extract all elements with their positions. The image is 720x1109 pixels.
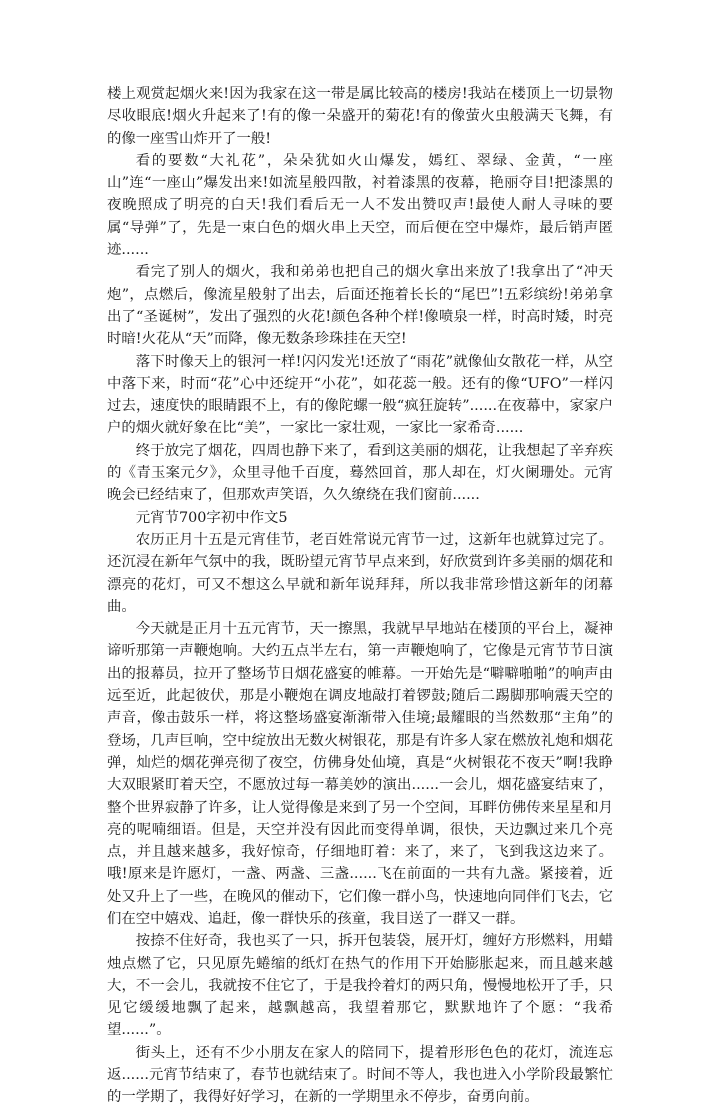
paragraph: 按捺不住好奇，我也买了一只，拆开包装袋，展开灯，缠好方形燃料，用蜡烛点燃了它，只见原先蜷缩的纸灯在热气的作用下开始膨胀起来，而且越来越大，不一会儿，我就按不住它了，于是我拎着灯的两只角，慢慢地松开了手，只见它缓缓地飘了起来，越飘越高，我望着那它，默默地许了个愿：“我希望......”。 — [107, 933, 613, 1039]
document-body — [107, 83, 613, 1109]
paragraph: 楼上观赏起烟火来!因为我家在这一带是属比较高的楼房!我站在楼顶上一切景物尽收眼底!烟火升起来了!有的像一朵盛开的菊花!有的像萤火虫般满天飞舞，有的像一座雪山炸开了一般! — [107, 86, 613, 147]
paragraph: 街头上，还有不少小朋友在家人的陪同下，提着形形色色的花灯，流连忘返......元宵节结束了，春节也就结束了。时间不等人，我也进入小学阶段最繁忙的一学期了，我得好好学习，在新的一学期里永不停步，奋勇向前。 — [107, 1044, 613, 1106]
article-heading: 元宵节700字初中作文5 — [135, 509, 288, 526]
paragraph: 看完了别人的烟火，我和弟弟也把自己的烟火拿出来放了!我拿出了“冲天炮”，点燃后，像流星般射了出去，后面还拖着长长的“尾巴”!五彩缤纷!弟弟拿出了“圣诞树”，发出了强烈的火花!颜色各种个样!像喷泉一样，时高时矮，时亮时暗!火花从“天”而降，像无数条珍珠挂在天空! — [107, 264, 613, 348]
paragraph: 今天就是正月十五元宵节，天一擦黑，我就早早地站在楼顶的平台上，凝神谛听那第一声鞭炮响。大约五点半左右，第一声鞭炮响了，它像是元宵节节日演出的报幕员，拉开了整场节日烟花盛宴的帷幕。一开始先是“噼噼啪啪”的响声由远至近，此起彼伏，那是小鞭炮在调皮地敲打着锣鼓;随后二踢脚那响震天空的声音，像击鼓乐一样，将这整场盛宴渐渐带入佳境;最耀眼的当然数那“主角”的登场，几声巨响，空中绽放出无数火树银花，那是有许多人家在燃放礼炮和烟花弹，灿烂的烟花弹亮彻了夜空，仿佛身处仙境，真是“火树银花不夜天”啊!我睁大双眼紧盯着天空，不愿放过每一幕美妙的演出......一会儿，烟花盛宴结束了，整个世界寂静了许多，让人觉得像是来到了另一个空间，耳畔仿佛传来星星和月亮的呢喃细语。但是，天空并没有因此而变得单调，很快，天边飘过来几个亮点，并且越来越多，我好惊奇，仔细地盯着：来了，来了，飞到我这边来了。哦!原来是许愿灯，一盏、两盏、三盏......飞在前面的一共有九盏。紧接着，近处又升上了一些，在晚风的催动下，它们像一群小鸟，快速地向同伴们飞去，它们在空中嬉戏、追赶，像一群快乐的孩童，我目送了一群又一群。 — [107, 621, 613, 927]
paragraph: 终于放完了烟花，四周也静下来了，看到这美丽的烟花，让我想起了辛弃疾的《青玉案元夕》，众里寻他千百度，蓦然回首，那人却在，灯火阑珊处。元宵晚会已经结束了，但那欢声笑语，久久缭绕在我们窗前...... — [107, 442, 613, 504]
paragraph: 看的要数“大礼花”，朵朵犹如火山爆发，嫣红、翠绿、金黄，“一座山”连“一座山”爆发出来!如流星般四散，衬着漆黑的夜幕，艳丽夺目!把漆黑的夜晚照成了明亮的白天!我们看后无一人不发出赞叹声!最使人耐人寻味的要属“导弹”了，先是一束白色的烟火串上天空，而后便在空中爆炸，最后销声匿迹...... — [107, 152, 613, 259]
paragraph: 农历正月十五是元宵佳节，老百姓常说元宵节一过，这新年也就算过完了。还沉浸在新年气氛中的我，既盼望元宵节早点来到，好欣赏到许多美丽的烟花和漂亮的花灯，可又不想这么早就和新年说拜拜，所以我非常珍惜这新年的闭幕曲。 — [107, 531, 613, 615]
paragraph: 落下时像天上的银河一样!闪闪发光!还放了“雨花”就像仙女散花一样，从空中落下来，时而“花”心中还绽开“小花”，如花蕊一般。还有的像“UFO”一样闪过去，速度快的眼睛跟不上，有的像陀螺一般“疯狂旋转”......在夜幕中，家家户户的烟火就好象在比“美”，一家比一家壮观，一家比一家希奇...... — [107, 353, 613, 437]
